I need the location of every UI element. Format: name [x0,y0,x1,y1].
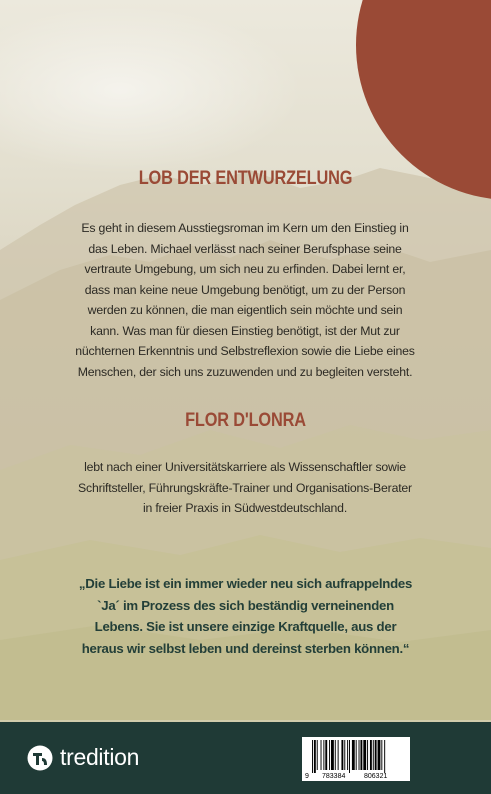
blurb-line: nüchternen Erkenntnis und Selbstreflexion sowie die Liebe eines [75,344,415,358]
barcode-bar [323,740,324,770]
publisher-footer [0,722,491,794]
blurb-line: vertraute Umgebung, um sich neu zu erfinden. Dabei lernt er, [84,262,406,276]
barcode-bar [335,740,336,770]
tredition-logo-icon [27,745,53,771]
barcode-bar [338,740,339,770]
quote-line: heraus wir selbst leben und dereinst sterben können.“ [81,640,410,656]
isbn-barcode [302,737,410,781]
isbn-digit-group: 783384 [322,773,346,780]
barcode-bar [370,740,372,770]
barcode-bar [344,740,345,770]
barcode-bar [347,740,348,770]
section-heading-author: FLOR D'LONRA [185,410,306,431]
barcode-bar [381,740,382,770]
blurb-line: kann. Was man für diesen Einstieg benötigt, ist der Mut zur [90,323,400,338]
barcode-bar [384,740,385,773]
barcode-bar [352,740,355,770]
author-bio-text [60,457,430,519]
quote-text [55,573,436,659]
barcode-bar [321,740,322,770]
barcode-bar [373,740,374,770]
blurb-line: das Leben. Michael verlässt nach seiner Berufsphase seine [88,241,402,256]
section-heading-entwurzelung: LOB DER ENTWURZELUNG [138,168,353,189]
barcode-graphic [302,737,410,781]
blurb-line: Menschen, der sich uns zuzuwenden und zu begleiten versteht. [77,364,413,379]
barcode-bar [360,740,362,770]
bio-line: in freier Praxis in Südwestdeutschland. [142,501,348,515]
barcode-bar [341,740,343,770]
quote-line: „Die Liebe ist ein immer wieder neu sich aufrappelndes [78,576,413,591]
barcode-bar [312,740,313,773]
barcode-bar [331,740,334,770]
blurb-line: dass man keine neue Umgebung benötigt, um zu der Person [84,282,406,297]
barcode-bar [314,740,316,773]
barcode-bar [329,740,330,770]
publisher-name: tredition [60,744,140,770]
barcode-bar [325,740,327,770]
bio-line: Schriftsteller, Führungskräfte-Trainer und Organisations-Berater [78,480,412,495]
blurb-line: werden zu können, die man eigentlich sein möchte und sein [87,303,403,317]
isbn-digit-group: 9 [305,773,309,780]
barcode-bar [356,740,357,770]
bio-line: lebt nach einer Universitätskarriere als Wissenschaftler sowie [84,460,406,474]
quote-line: Lebens. Sie ist unsere einzige Kraftquelle, aus der [94,619,397,634]
barcode-bar [363,740,366,770]
barcode-bar [317,740,318,770]
barcode-bar [359,740,360,770]
quote-line: `Ja´ im Prozess des sich beständig verneinenden [97,597,394,613]
barcode-bar [375,740,377,770]
blurb-line: Es geht in diesem Ausstiegsroman im Kern um den Einstieg in [81,221,409,235]
barcode-bar [349,740,350,773]
isbn-digit-group: 806321 [364,773,388,780]
barcode-bar [367,740,368,770]
barcode-bar [378,740,381,770]
blurb-text [60,218,430,382]
